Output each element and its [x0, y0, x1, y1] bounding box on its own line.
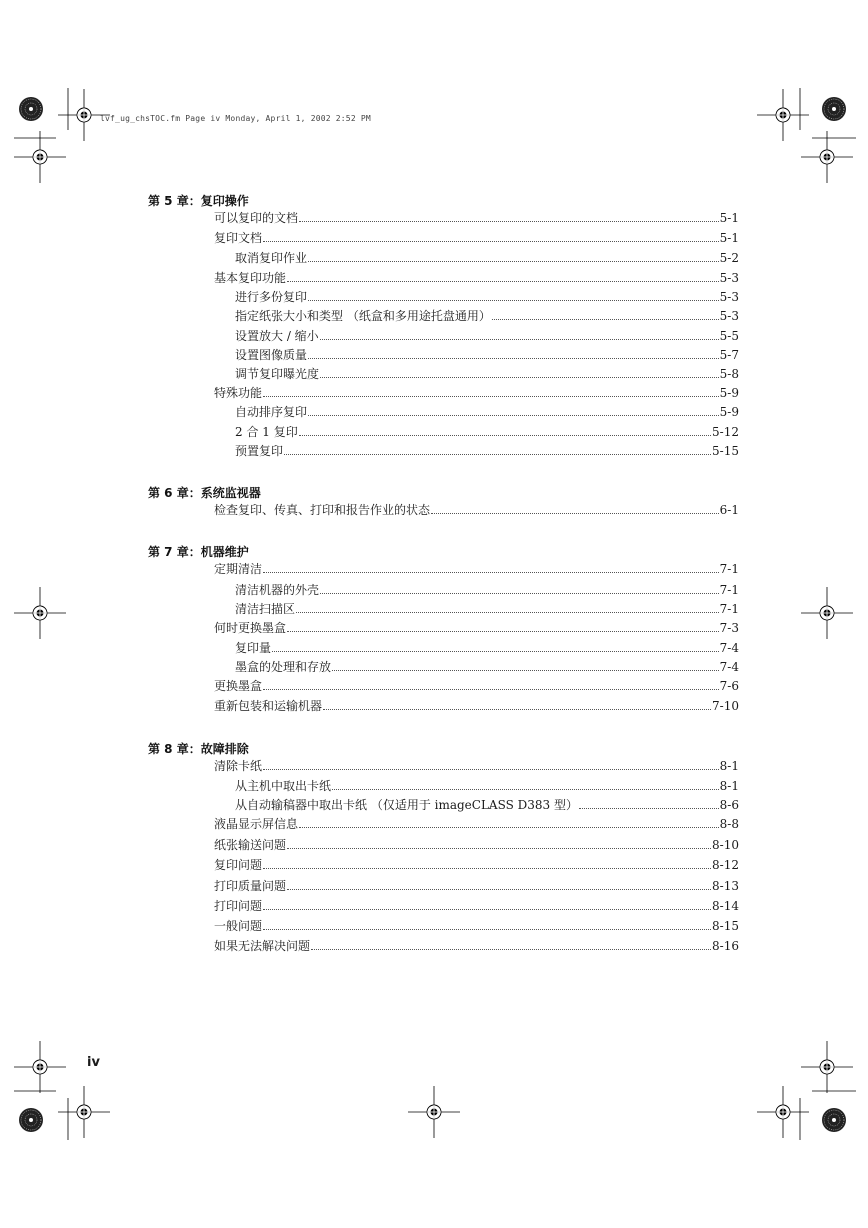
toc-entry[interactable]: 清洁扫描区 7-1: [235, 602, 739, 616]
toc-entry[interactable]: 取消复印作业 5-2: [235, 251, 739, 265]
toc-entry[interactable]: 可以复印的文档 5-1: [214, 211, 739, 225]
toc-entry[interactable]: 设置放大 / 缩小 5-5: [235, 329, 739, 343]
toc-entry[interactable]: 纸张输送问题 8-10: [214, 838, 739, 852]
toc-entry[interactable]: 2 合 1 复印 5-12: [235, 425, 739, 439]
toc-entry[interactable]: 重新包装和运输机器 7-10: [214, 699, 739, 713]
sunburst-top-left: [19, 97, 43, 121]
toc-entry[interactable]: 指定纸张大小和类型 （纸盒和多用途托盘通用） 5-3: [235, 309, 739, 323]
chapter-title: 第 5 章：复印操作: [148, 194, 249, 208]
print-header: lvf_ug_chsTOC.fm Page iv Monday, April 1, 2002 2:52 PM: [100, 114, 371, 123]
toc-entry[interactable]: 墨盒的处理和存放 7-4: [235, 660, 739, 674]
toc-entry[interactable]: 复印量 7-4: [235, 641, 739, 655]
toc-entry[interactable]: 清除卡纸 8-1: [214, 759, 739, 773]
toc-entry[interactable]: 复印问题 8-12: [214, 858, 739, 872]
toc-entry[interactable]: 液晶显示屏信息 8-8: [214, 817, 739, 831]
toc-entry[interactable]: 一般问题 8-15: [214, 919, 739, 933]
toc-entry[interactable]: 自动排序复印 5-9: [235, 405, 739, 419]
toc-entry[interactable]: 何时更换墨盒 7-3: [214, 621, 739, 635]
toc-entry[interactable]: 更换墨盒 7-6: [214, 679, 739, 693]
page-number: iv: [87, 1055, 100, 1070]
toc-entry[interactable]: 检查复印、传真、打印和报告作业的状态 6-1: [214, 503, 739, 517]
toc-entry[interactable]: 复印文档 5-1: [214, 231, 739, 245]
chapter-title: 第 6 章：系统监视器: [148, 486, 261, 500]
toc-entry[interactable]: 定期清洁 7-1: [214, 562, 739, 576]
toc-entry[interactable]: 从自动输稿器中取出卡纸 （仅适用于 imageCLASS D383 型） 8-6: [235, 798, 739, 812]
toc-entry[interactable]: 特殊功能 5-9: [214, 386, 739, 400]
chapter-title: 第 7 章：机器维护: [148, 545, 249, 559]
toc-entry[interactable]: 从主机中取出卡纸 8-1: [235, 779, 739, 793]
toc-entry[interactable]: 打印问题 8-14: [214, 899, 739, 913]
toc-entry[interactable]: 打印质量问题 8-13: [214, 879, 739, 893]
toc-entry[interactable]: 基本复印功能 5-3: [214, 271, 739, 285]
toc-entry[interactable]: 设置图像质量 5-7: [235, 348, 739, 362]
toc-entry[interactable]: 清洁机器的外壳 7-1: [235, 583, 739, 597]
toc-entry[interactable]: 预置复印 5-15: [235, 444, 739, 458]
toc-entry[interactable]: 调节复印曝光度 5-8: [235, 367, 739, 381]
toc-entry[interactable]: 如果无法解决问题 8-16: [214, 939, 739, 953]
chapter-title: 第 8 章：故障排除: [148, 742, 249, 756]
toc-entry[interactable]: 进行多份复印 5-3: [235, 290, 739, 304]
